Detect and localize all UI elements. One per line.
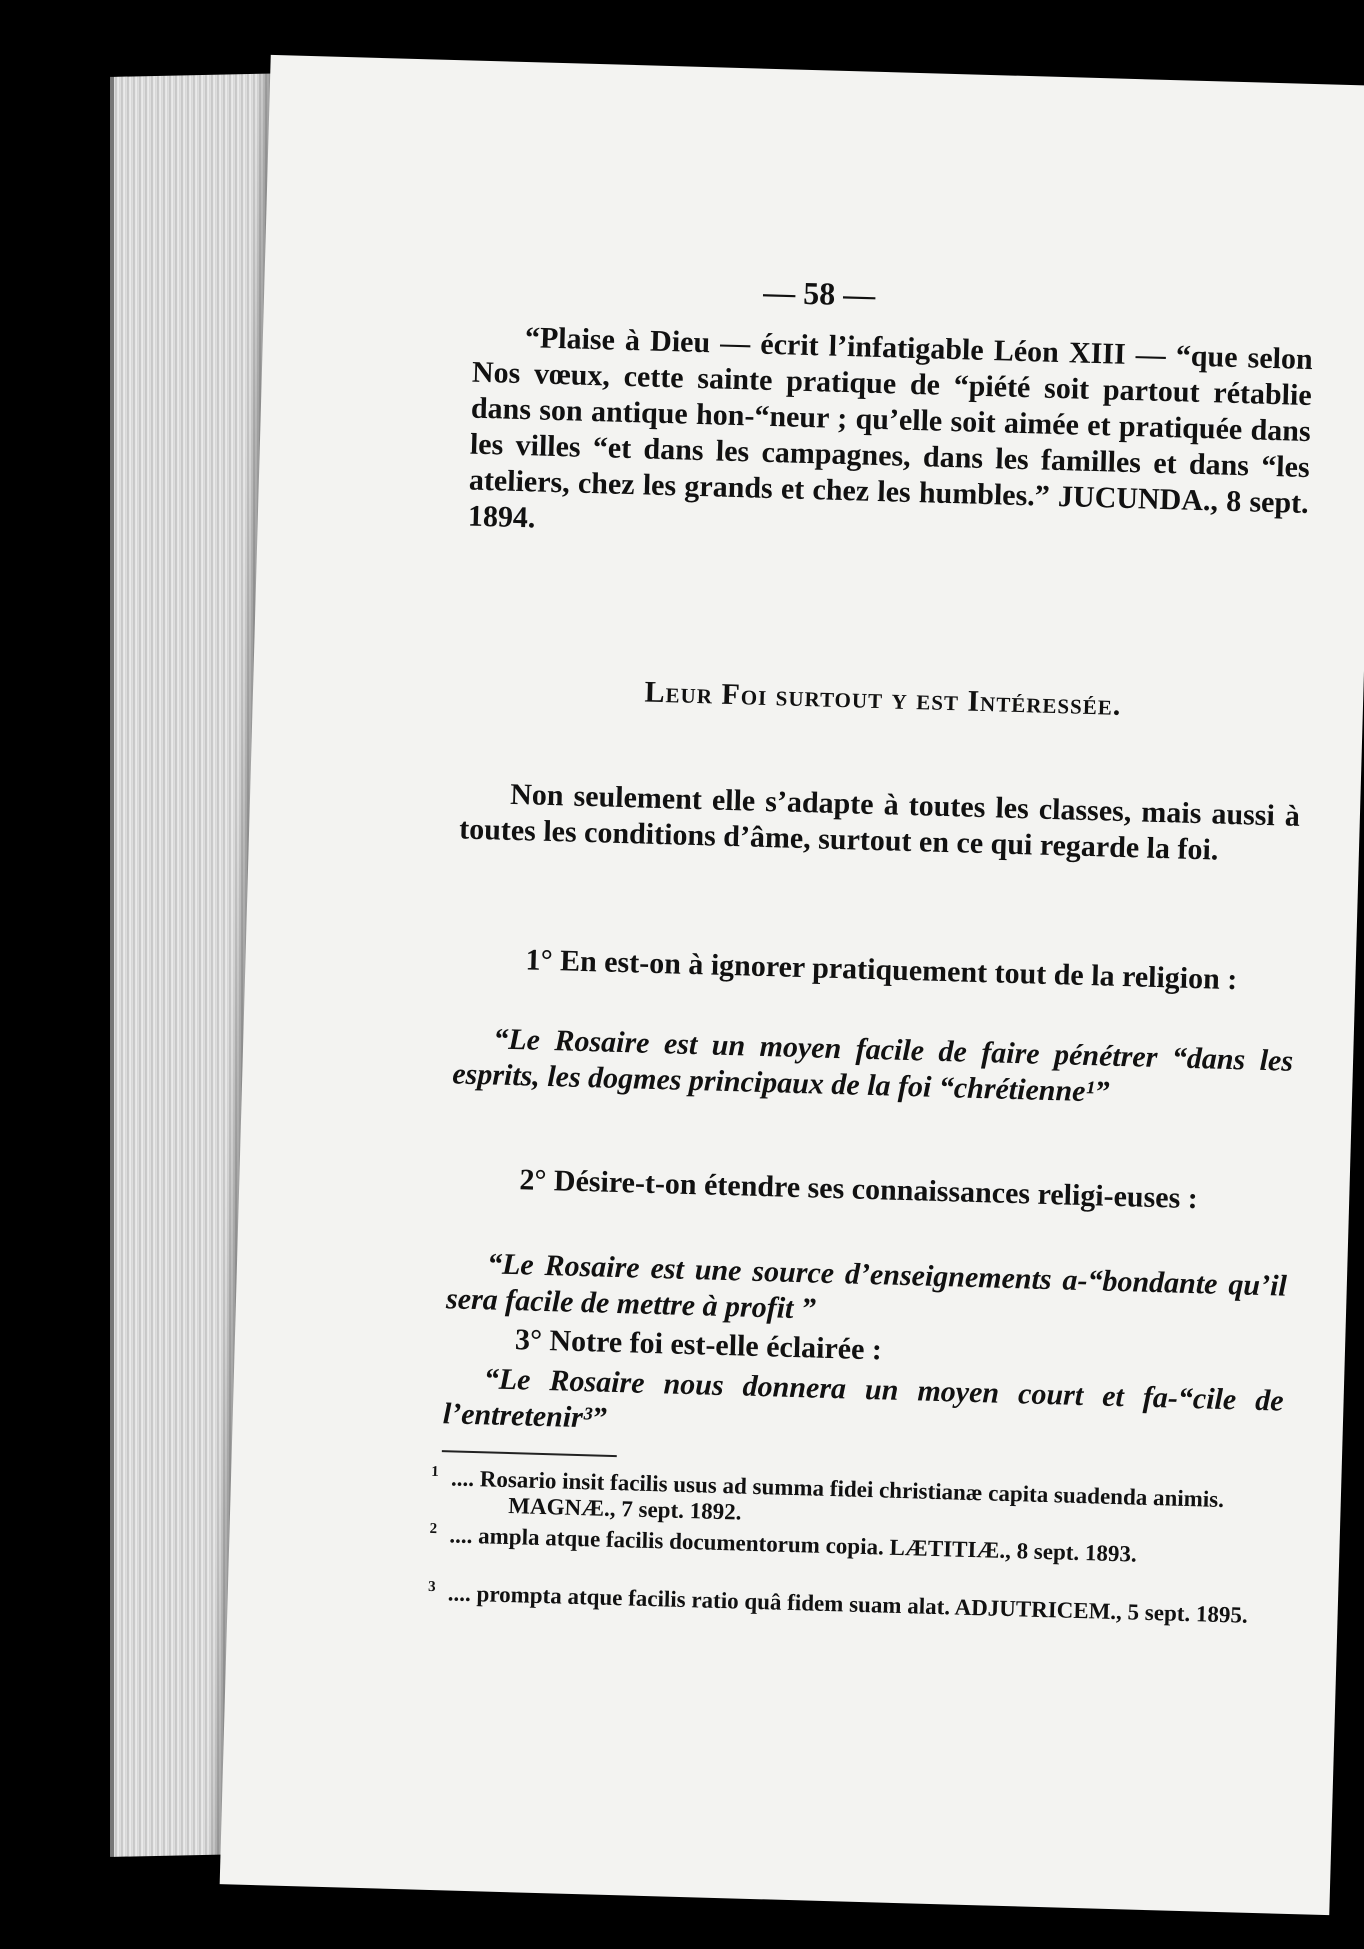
footnote-text: .... prompta atque facilis ratio quâ fidem suam alat. ADJUTRICEM., 5 sept. 1895. bbox=[447, 1580, 1249, 1628]
leo-xiii-quote: “Plaise à Dieu — écrit l’infatigable Léon XIII — “que selon Nos vœux, cette sainte pratique de “piété soit partout rétablie dans son antique hon-“neur ; qu’elle soit aimée et pratiquée dans les villes “et dans les campagnes, dans les familles et dans “les ateliers, chez les grands et chez les humbles.” JUCUNDA., 8 sept. 1894. bbox=[467, 321, 1314, 535]
section-heading: Leur Foi surtout y est Intéressée. bbox=[644, 675, 1122, 722]
footnote-number: 2 bbox=[429, 1520, 438, 1538]
footnote bbox=[428, 1580, 1298, 1630]
footnote-rule bbox=[442, 1450, 617, 1457]
point-3: 3° Notre foi est-elle éclairée : bbox=[514, 1323, 883, 1367]
page-number: — 58 — bbox=[762, 273, 876, 313]
book-page bbox=[220, 55, 1364, 1915]
quote-1: “Le Rosaire est un moyen facile de faire pénétrer “dans les esprits, les dogmes principaux de la foi “chrétienne¹” bbox=[451, 1022, 1294, 1109]
quote-3: “Le Rosaire nous donnera un moyen court et fa-“cile de l’entretenir³” bbox=[442, 1362, 1285, 1435]
footnote-number: 3 bbox=[427, 1578, 436, 1596]
footnote-text: .... ampla atque facilis documentorum copia. LÆTITIÆ., 8 sept. 1893. bbox=[449, 1522, 1138, 1567]
footnote-number: 1 bbox=[431, 1463, 439, 1481]
point-1: 1° En est-on à ignorer pratiquement tout de la religion : bbox=[525, 943, 1238, 997]
intro-paragraph: Non seulement elle s’adapte à toutes les classes, mais aussi à toutes les conditions d’âme, surtout en ce qui regarde la foi. bbox=[458, 777, 1301, 867]
footnote-text: .... Rosario insit facilis usus ad summa fidei christianæ capita suadenda animis. MAGNÆ., 7 sept. 1892. bbox=[450, 1465, 1225, 1525]
quote-2: “Le Rosaire est une source d’enseignements a-“bondante qu’il sera facile de mettre à profit ” bbox=[445, 1247, 1288, 1326]
point-2: 2° Désire-t-on étendre ses connaissances religi-euses : bbox=[518, 1163, 1199, 1216]
